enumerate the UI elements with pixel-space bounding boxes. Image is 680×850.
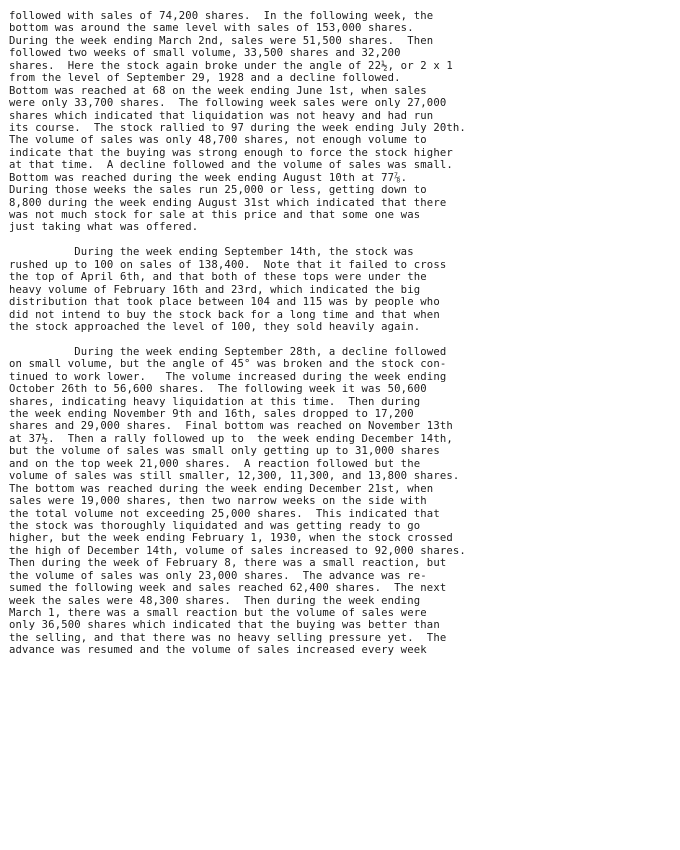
text-line [9,333,674,345]
text-line: rushed up to 100 on sales of 138,400. Note that it failed to cross [9,258,447,271]
text-line: on small volume, but the angle of 45° was broken and the stock con- [9,358,447,371]
text-line: Then during the week of February 8, there was a small reaction, but [9,557,447,570]
text-line: sales were 19,000 shares, then two narrow weeks on the side with [9,495,427,508]
text-line: the selling, and that there was no heavy selling pressure yet. The [9,631,447,644]
text-line: the week ending November 9th and 16th, sales dropped to 17,200 [9,408,414,420]
text-line: its course. The stock rallied to 97 during the week ending July 20th. [9,121,466,134]
text-line: higher, but the week ending February 1, 1930, when the stock crossed [9,532,453,545]
text-line: the stock was thoroughly liquidated and was getting ready to go [9,519,421,532]
text-line: week the sales were 48,300 shares. Then during the week ending [9,594,421,607]
text-line: indicate that the buying was strong enough to force the stock higher [9,146,453,159]
text-line: During the week ending September 14th, the stock was [9,246,414,259]
text-line: at 37½. Then a rally followed up to the week ending December 14th, [9,432,453,445]
text-line: shares. Here the stock again broke under the angle of 22½, or 2 x 1 [9,59,453,72]
text-line: During those weeks the sales run 25,000 or less, getting down to [9,184,427,197]
text-line: from the level of September 29, 1928 and a decline followed. [9,72,401,85]
text-line: tinued to work lower. The volume increased during the week ending [9,370,447,383]
text-line: The volume of sales was only 48,700 shares, not enough volume to [9,134,427,147]
text-line: distribution that took place between 104 and 115 was by people who [9,296,440,309]
text-line: followed two weeks of small volume, 33,500 shares and 32,200 [9,47,401,60]
text-line: and on the top week 21,000 shares. A reaction followed but the [9,457,421,470]
text-line: just taking what was offered. [9,221,199,234]
text-line: the stock approached the level of 100, they sold heavily again. [9,320,421,333]
text-line: bottom was around the same level with sales of 153,000 shares. [9,22,414,35]
text-line: March 1, there was a small reaction but the volume of sales were [9,607,427,619]
text-line: the top of April 6th, and that both of these tops were under the [9,271,427,284]
text-line: 8,800 during the week ending August 31st which indicated that there [9,196,447,209]
text-line: advance was resumed and the volume of sales increased every week [9,644,427,657]
text-line: the volume of sales was only 23,000 shares. The advance was re- [9,569,427,582]
text-line [9,234,674,246]
text-line: were only 33,700 shares. The following week sales were only 27,000 [9,97,447,110]
text-line: During the week ending March 2nd, sales were 51,500 shares. Then [9,34,434,47]
text-line: the total volume not exceeding 25,000 shares. This indicated that [9,507,440,520]
text-line: was not much stock for sale at this price and that some one was [9,209,421,221]
text-line: but the volume of sales was small only getting up to 31,000 shares [9,445,440,458]
text-line: followed with sales of 74,200 shares. In the following week, the [9,10,434,22]
text-line: Bottom was reached during the week ending August 10th at 77⅞. [9,171,408,184]
text-line: at that time. A decline followed and the volume of sales was small. [9,159,453,172]
text-line: shares, indicating heavy liquidation at this time. Then during [9,395,421,408]
text-line: shares and 29,000 shares. Final bottom was reached on November 13th [9,420,453,433]
text-line: Bottom was reached at 68 on the week ending June 1st, when sales [9,84,427,97]
text-line: only 36,500 shares which indicated that the buying was better than [9,619,440,632]
text-line: the high of December 14th, volume of sales increased to 92,000 shares. [9,544,466,557]
text-line: heavy volume of February 16th and 23rd, which indicated the big [9,283,421,296]
text-line: October 26th to 56,600 shares. The following week it was 50,600 [9,383,427,396]
text-line: did not intend to buy the stock back for a long time and that when [9,308,440,321]
body-text [9,10,674,657]
text-line: sumed the following week and sales reached 62,400 shares. The next [9,582,447,595]
text-line: During the week ending September 28th, a decline followed [9,345,447,358]
text-line: shares which indicated that liquidation was not heavy and had run [9,109,434,122]
text-line: volume of sales was still smaller, 12,300, 11,300, and 13,800 shares. [9,470,460,483]
text-line: The bottom was reached during the week ending December 21st, when [9,482,434,495]
